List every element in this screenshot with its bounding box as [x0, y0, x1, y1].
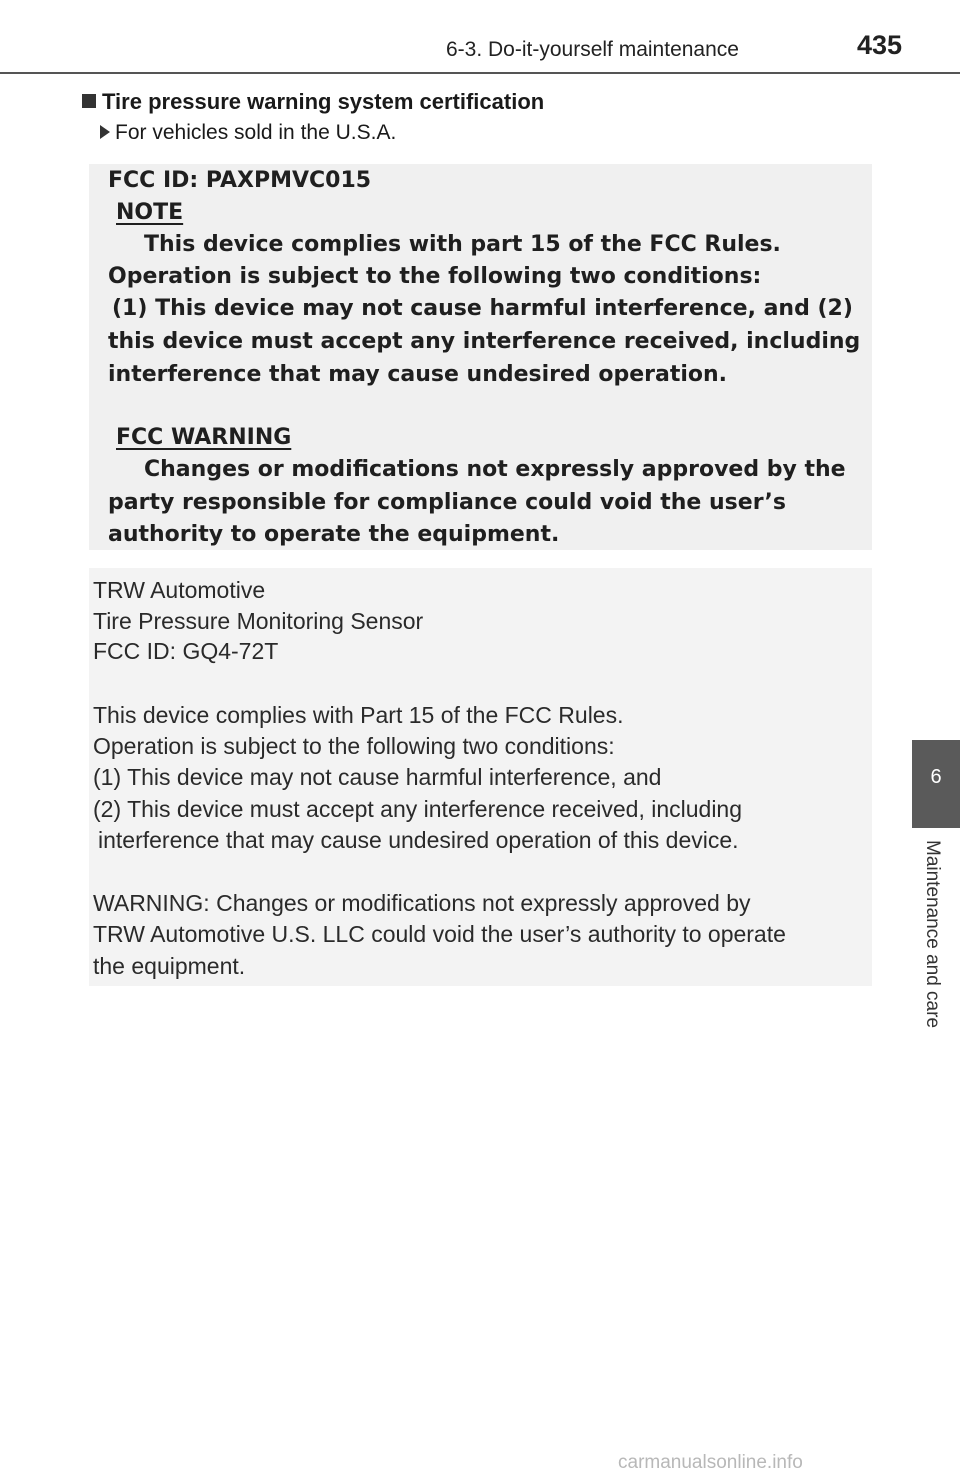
- label1-warning-heading: FCC WARNING: [116, 425, 292, 450]
- label1-warning-line: party responsible for compliance could void the user’s: [108, 490, 786, 515]
- square-bullet-icon: [82, 94, 96, 108]
- label2-line: WARNING: Changes or modifications not expressly approved by: [93, 890, 751, 916]
- label2-line: interference that may cause undesired operation of this device.: [98, 827, 739, 853]
- label2-line: (1) This device may not cause harmful interference, and: [93, 764, 662, 790]
- label2-line: Tire Pressure Monitoring Sensor: [93, 608, 424, 634]
- label1-warning-line: Changes or modifications not expressly approved by the: [144, 457, 846, 482]
- label1-note-heading: NOTE: [116, 200, 184, 225]
- label1-warning-line: authority to operate the equipment.: [108, 522, 560, 547]
- label1-note-line: (1) This device may not cause harmful interference, and (2): [112, 296, 853, 321]
- label1-fcc-id: FCC ID: PAXPMVC015: [108, 168, 372, 193]
- footer-watermark: carmanualsonline.info: [618, 1452, 803, 1473]
- label1-note-line: This device complies with part 15 of the FCC Rules.: [144, 232, 781, 257]
- triangle-bullet-icon: [100, 125, 110, 139]
- fcc-label-image-1: [89, 164, 872, 550]
- label2-line: (2) This device must accept any interference received, including: [93, 796, 743, 822]
- label2-line: TRW Automotive U.S. LLC could void the user’s authority to operate: [93, 921, 786, 947]
- label1-note-line: Operation is subject to the following two conditions:: [108, 264, 762, 289]
- header-rule: [0, 72, 960, 74]
- section-heading: [82, 89, 544, 115]
- section-heading-text: Tire pressure warning system certification: [102, 89, 545, 114]
- label2-line: FCC ID: GQ4-72T: [93, 638, 279, 664]
- label1-note-line: this device must accept any interference received, including: [108, 329, 861, 354]
- chapter-number: 6: [930, 766, 942, 788]
- page-number: 435: [856, 30, 902, 60]
- sub-heading-text: For vehicles sold in the U.S.A.: [115, 121, 397, 144]
- chapter-title: Maintenance and care: [922, 840, 943, 1029]
- label2-line: This device complies with Part 15 of the FCC Rules.: [93, 702, 624, 728]
- fcc-label-image-2: [89, 568, 872, 986]
- sub-heading: [100, 121, 396, 145]
- label2-line: Operation is subject to the following two conditions:: [93, 733, 615, 759]
- label2-line: the equipment.: [93, 953, 246, 979]
- header-section-title: 6-3. Do-it-yourself maintenance: [446, 38, 739, 61]
- label1-note-line: interference that may cause undesired operation.: [108, 362, 728, 387]
- label2-line: TRW Automotive: [93, 577, 266, 603]
